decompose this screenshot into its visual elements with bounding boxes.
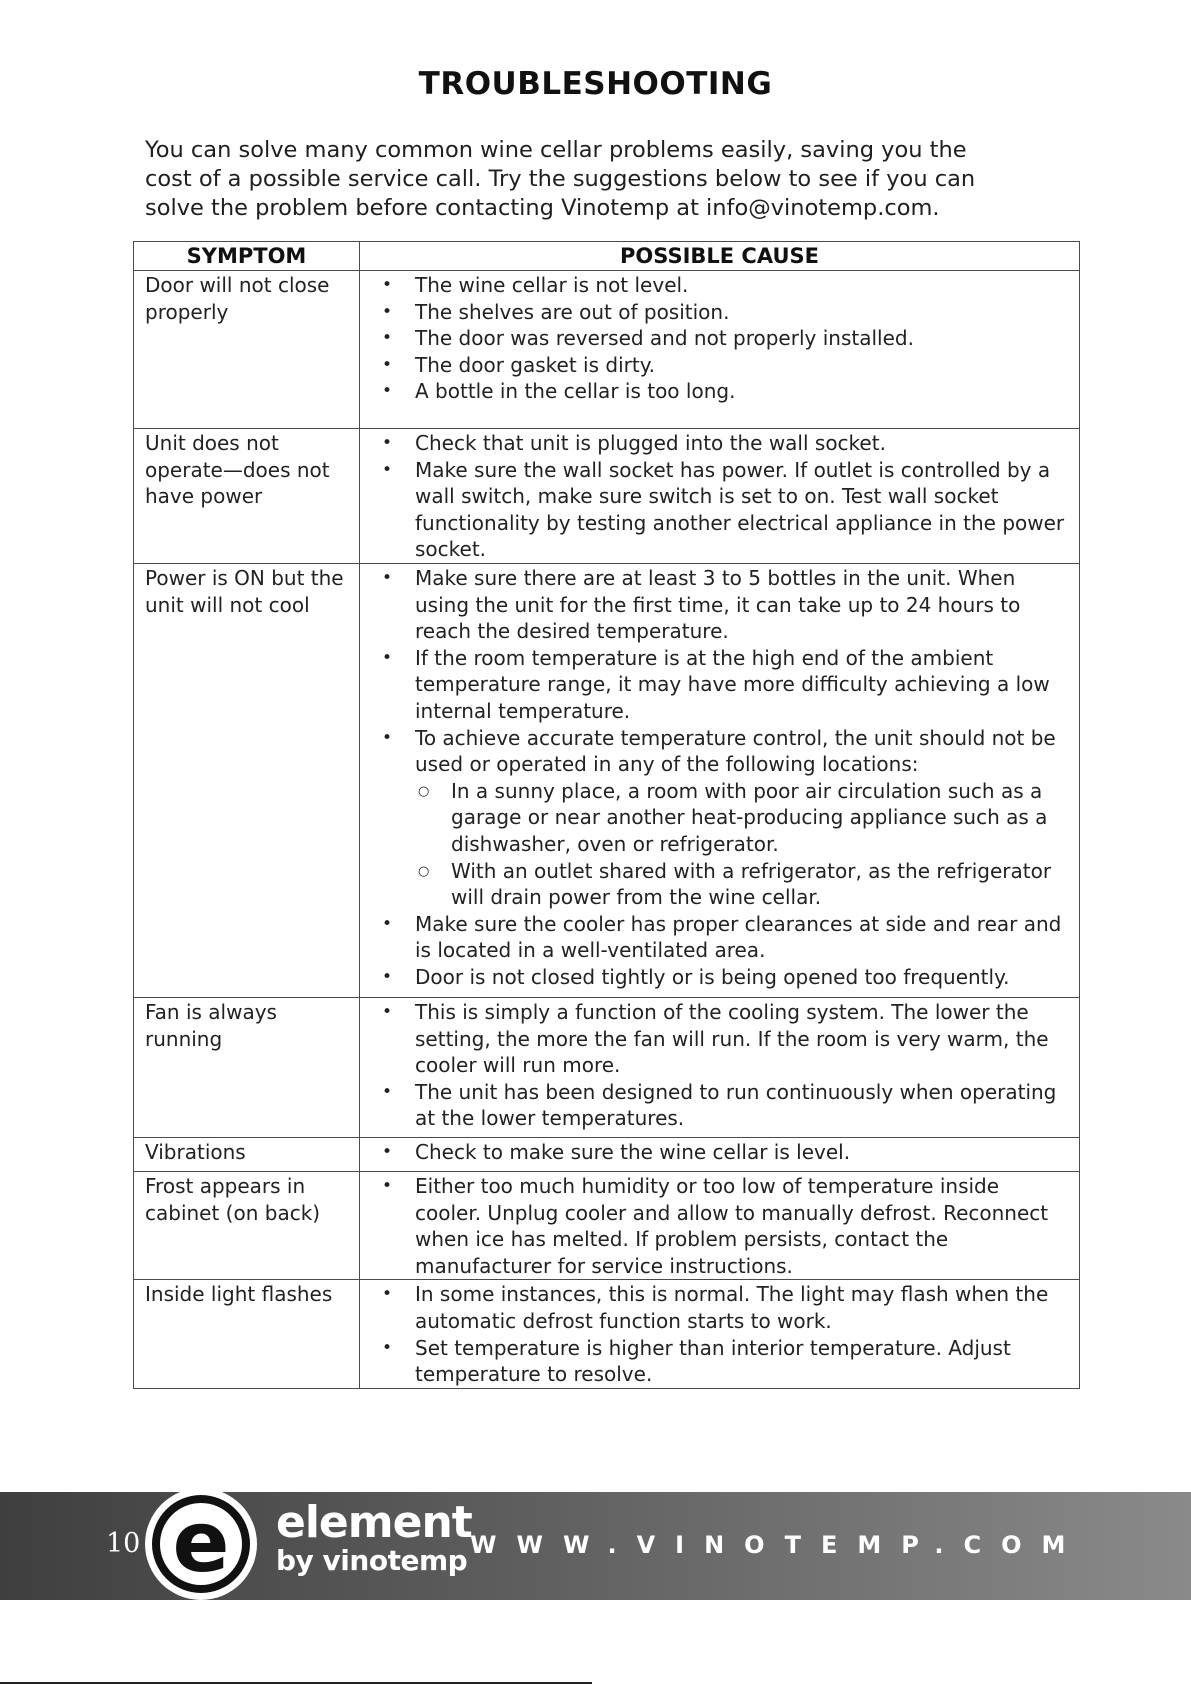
table-row [134, 1171, 1080, 1279]
brand-wordmark [276, 1497, 472, 1577]
cause-text: Either too much humidity or too low of temperature inside cooler. Unplug cooler and allow to manually defrost. Reconnect when ice has melted. If problem persists, contact the manufacturer for service instructions. [415, 1173, 1049, 1278]
cause-text: Check that unit is plugged into the wall socket. [415, 431, 886, 455]
table-row [134, 271, 1080, 429]
cause-text: To achieve accurate temperature control, the unit should not be used or operated in any of the following locations: [415, 725, 1056, 777]
cause-text: The door gasket is dirty. [415, 352, 656, 377]
cause-cell [360, 429, 1080, 564]
cause-list [360, 430, 1071, 563]
table-header-row [134, 242, 1080, 271]
cause-item [360, 1139, 1071, 1166]
cause-text: The door was reversed and not properly installed. [415, 326, 914, 351]
intro-line: solve the problem before contacting Vinotemp at info@vinotemp.com. [145, 195, 940, 221]
troubleshooting-table [133, 241, 1080, 1389]
sub-cause-item: ○ In a sunny place, a room with poor air circulation such as a garage or near another heat-producing appliance such as a dishwasher, oven or refrigerator. [415, 778, 1071, 858]
cause-cell [360, 1171, 1080, 1279]
cause-text: If the room temperature is at the high end of the ambient temperature range, it may have more difficulty achieving a low internal temperature. [415, 645, 1050, 723]
table-row [134, 429, 1080, 564]
cause-text: Make sure there are at least 3 to 5 bottles in the unit. When using the unit for the first time, it can take up to 24 hours to reach the desired temperature. [415, 565, 1021, 644]
cause-item [360, 457, 1071, 563]
cause-list [360, 999, 1071, 1132]
sub-cause-list [415, 778, 1071, 911]
cause-text: The unit has been designed to run continuously when operating at the lower temperatures. [415, 1079, 1057, 1131]
cause-text: Check to make sure the wine cellar is level. [415, 1139, 851, 1164]
cause-item [360, 725, 1071, 911]
table-row [134, 997, 1080, 1137]
cause-list [360, 1281, 1071, 1387]
cause-header: POSSIBLE CAUSE [360, 242, 1080, 271]
cause-text: The shelves are out of position. [415, 299, 730, 324]
cause-item [360, 1079, 1071, 1132]
page-title: TROUBLESHOOTING [418, 66, 773, 102]
brand-tagline: by vinotemp [276, 1544, 468, 1577]
symptom-cell: Inside light flashes [134, 1280, 360, 1388]
cause-cell [360, 1280, 1080, 1388]
symptom-cell: Fan is always running [134, 997, 360, 1137]
cause-cell [360, 563, 1080, 997]
table-row [134, 563, 1080, 997]
intro-line: You can solve many common wine cellar problems easily, saving you the [145, 137, 967, 163]
intro-paragraph [145, 136, 1045, 223]
cause-item [360, 325, 1071, 352]
symptom-cell: Frost appears in cabinet (on back) [134, 1171, 360, 1279]
logo-letter: e [172, 1493, 230, 1591]
symptom-cell: Vibrations [134, 1137, 360, 1171]
symptom-cell: Door will not close properly [134, 271, 360, 429]
cause-item [360, 645, 1071, 725]
cause-text: Door is not closed tightly or is being opened too frequently. [415, 964, 1010, 989]
cause-cell [360, 1137, 1080, 1171]
cause-text: Make sure the cooler has proper clearances at side and rear and is located in a well-ventilated area. [415, 911, 1062, 963]
intro-line: cost of a possible service call. Try the suggestions below to see if you can [145, 166, 976, 192]
cause-text: This is simply a function of the cooling system. The lower the setting, the more the fan will run. If the room is very warm, the cooler will run more. [415, 999, 1049, 1078]
cause-item [360, 299, 1071, 326]
element-logo-icon [145, 1488, 257, 1600]
cause-item [360, 565, 1071, 645]
cause-list [360, 1139, 1071, 1166]
cause-item [360, 1173, 1071, 1279]
cause-list [360, 1173, 1071, 1279]
cause-text: A bottle in the cellar is too long. [415, 379, 736, 404]
page-number: 10 [106, 1528, 141, 1559]
website-url: WWW.VINOTEMP.COM [470, 1531, 1086, 1559]
cause-cell [360, 997, 1080, 1137]
cause-cell [360, 271, 1080, 429]
sub-cause-item: ○ With an outlet shared with a refrigerator, as the refrigerator will drain power from the wine cellar. [415, 858, 1071, 911]
brand-name: element [276, 1497, 472, 1548]
cause-list [360, 565, 1071, 991]
cause-item [360, 1335, 1071, 1388]
cause-item [360, 430, 1071, 457]
cause-text: Set temperature is higher than interior temperature. Adjust temperature to resolve. [415, 1335, 1011, 1387]
cause-item [360, 911, 1071, 964]
table-row [134, 1137, 1080, 1171]
cause-list [360, 272, 1071, 405]
cause-item [360, 999, 1071, 1079]
cause-item [360, 272, 1071, 299]
bottom-rule [0, 1682, 592, 1684]
cause-item [360, 352, 1071, 379]
symptom-cell: Power is ON but the unit will not cool [134, 563, 360, 997]
table-row [134, 1280, 1080, 1388]
symptom-header: SYMPTOM [134, 242, 360, 271]
cause-item [360, 378, 1071, 405]
symptom-cell: Unit does not operate—does not have power [134, 429, 360, 564]
cause-text: In some instances, this is normal. The light may flash when the automatic defrost function starts to work. [415, 1282, 1049, 1333]
cause-text: The wine cellar is not level. [415, 273, 689, 297]
cause-text: Make sure the wall socket has power. If outlet is controlled by a wall switch, make sure switch is set to on. Test wall socket functionality by testing another electrical appliance in the power socket. [415, 457, 1065, 562]
cause-item [360, 964, 1071, 991]
cause-item [360, 1281, 1071, 1334]
